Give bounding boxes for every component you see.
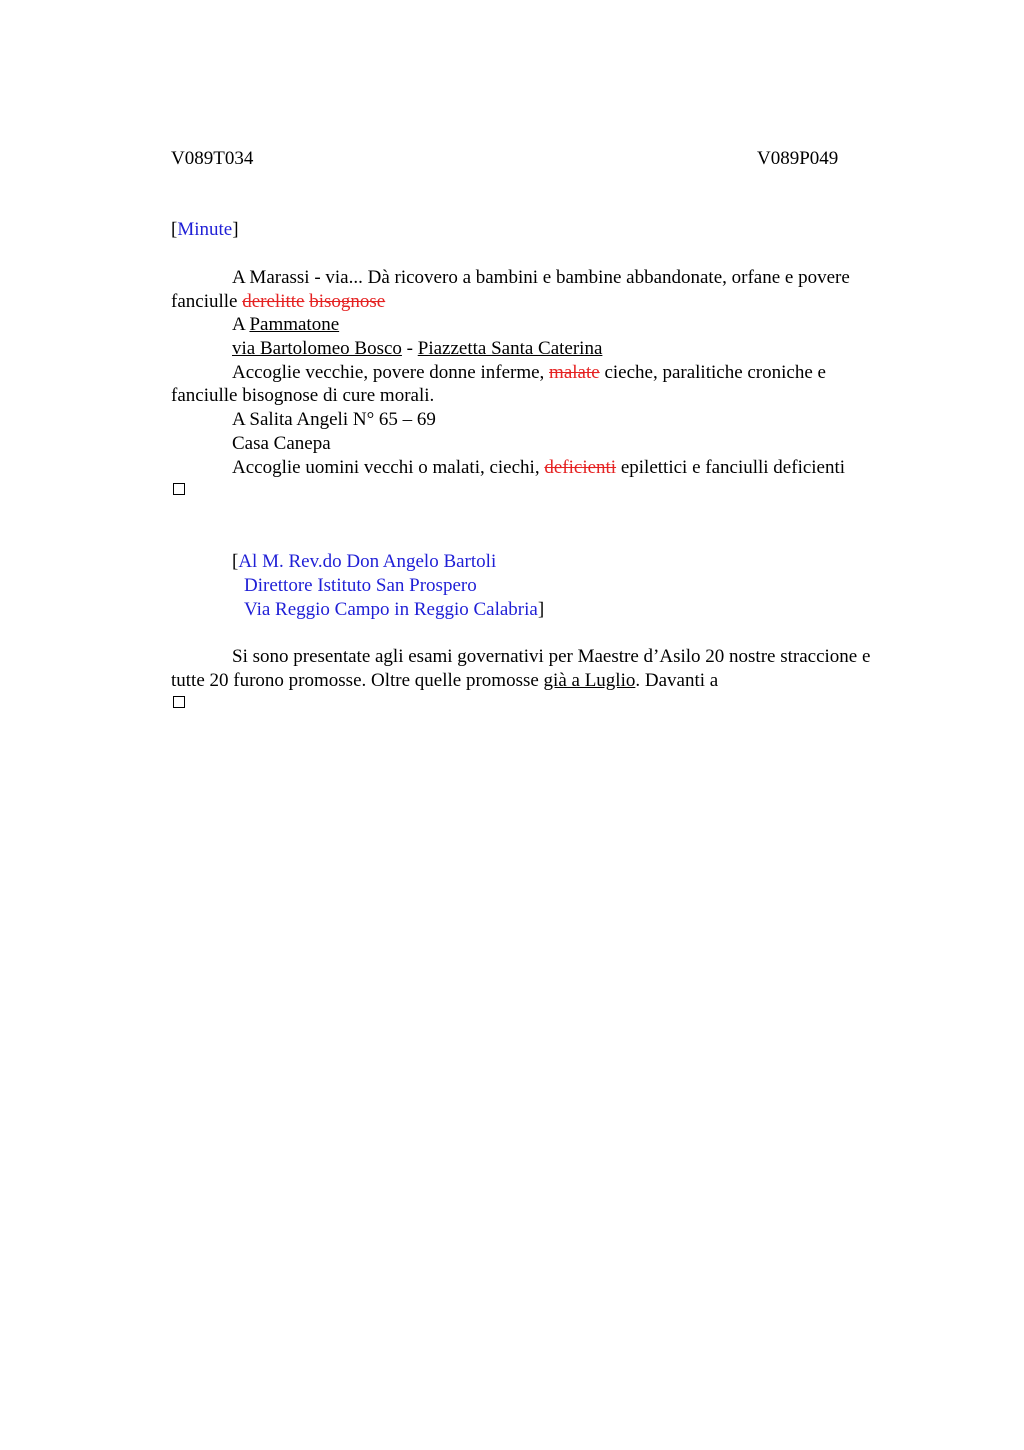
place-pammatone	[232, 313, 339, 337]
paragraph-pammatone-line-1	[232, 361, 826, 385]
paragraph-canepa	[232, 456, 845, 480]
text-after-deletion: cieche, paralitiche croniche e	[604, 362, 826, 383]
deleted-word-deficienti: deficienti	[544, 457, 617, 478]
text-fanciulle: fanciulle	[171, 291, 238, 312]
minute-label: Minute	[177, 219, 233, 240]
minute-heading	[171, 218, 239, 242]
bracket-open: [	[171, 219, 178, 240]
bracket-open: [	[232, 551, 239, 572]
address-salita-angeli: A Salita Angeli N° 65 – 69	[232, 409, 436, 430]
recipient-name: Al M. Rev.do Don Angelo Bartoli	[238, 551, 497, 572]
page-break-marker-icon	[173, 483, 185, 495]
recipient-address: Via Reggio Campo in Reggio Calabria	[244, 599, 538, 620]
paragraph-esami-line-2	[171, 669, 718, 693]
bracket-close: ]	[537, 599, 545, 620]
deleted-word-malate: malate	[549, 362, 600, 383]
paragraph-esami-line-1: Si sono presentate agli esami governativi per Maestre d’Asilo 20 nostre straccione e	[232, 646, 871, 667]
deleted-word-bisognose: bisognose	[309, 291, 386, 312]
text-before-underline: tutte 20 furono promosse. Oltre quelle promosse	[171, 670, 539, 691]
underlined-phrase: già a Luglio	[543, 670, 636, 691]
document-code-right: V089P049	[757, 148, 839, 169]
street-name: via Bartolomeo Bosco	[232, 338, 402, 359]
address-block-line-3	[244, 598, 544, 622]
document-code-left: V089T034	[171, 148, 254, 169]
address-block-line-1	[232, 550, 496, 574]
text-before-deletion: Accoglie uomini vecchi o malati, ciechi,	[232, 457, 540, 478]
street-separator: -	[406, 338, 413, 359]
house-name: Casa Canepa	[232, 433, 331, 454]
paragraph-marassi-line-2	[171, 290, 385, 314]
place-prefix: A	[232, 314, 245, 335]
paragraph-marassi-line-1: A Marassi - via... Dà ricovero a bambini e bambine abbandonate, orfane e povere	[232, 267, 850, 288]
text-after-underline: . Davanti a	[635, 670, 719, 691]
deleted-word-derelitte: derelitte	[242, 291, 305, 312]
page-break-marker-icon	[173, 696, 185, 708]
text-after-deletion: epilettici e fanciulli deficienti	[620, 457, 846, 478]
paragraph-pammatone-line-2: fanciulle bisognose di cure morali.	[171, 385, 435, 406]
bracket-close: ]	[232, 219, 239, 240]
street-line	[232, 337, 602, 361]
text-before-deletion: Accoglie vecchie, povere donne inferme,	[232, 362, 545, 383]
recipient-title: Direttore Istituto San Prospero	[244, 575, 477, 596]
square-name: Piazzetta Santa Caterina	[417, 338, 603, 359]
place-name: Pammatone	[249, 314, 340, 335]
